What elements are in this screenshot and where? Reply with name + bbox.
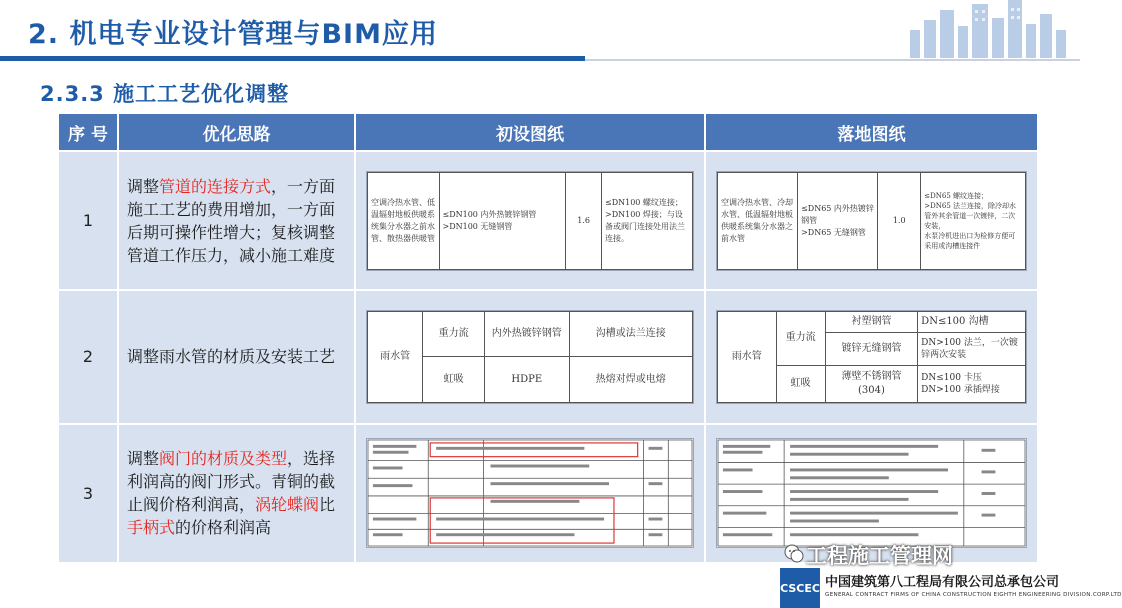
spec-cell: DN≤100 卡压 DN>100 承插焊接	[918, 365, 1026, 402]
spec-cell: 热熔对焊或电熔	[569, 357, 693, 403]
initial-drawing-cell	[355, 290, 705, 423]
spec-cell: DN>100 法兰，一次镀锌两次安装	[918, 333, 1026, 366]
header-idea: 优化思路	[118, 113, 355, 151]
table-row	[58, 151, 1038, 290]
header-initial: 初设图纸	[355, 113, 705, 151]
spec-cell: 内外热镀锌钢管	[485, 311, 570, 357]
initial-drawing-table	[366, 171, 694, 271]
spec-cell: 虹吸	[776, 365, 825, 402]
table-row	[58, 290, 1038, 423]
spec-cell: 镀锌无缝钢管	[825, 333, 917, 366]
row-idea: 调整雨水管的材质及安装工艺	[118, 290, 355, 423]
wechat-icon	[783, 543, 805, 565]
spec-cell: 薄壁不锈钢管(304)	[825, 365, 917, 402]
row-idea	[118, 151, 355, 290]
header-num: 序 号	[58, 113, 118, 151]
spec-cell: 雨水管	[718, 311, 777, 402]
idea-text: 调整	[127, 176, 160, 196]
idea-highlight: 阀门的材质及类型	[159, 449, 288, 469]
idea-text: ，选择利润高的阀门形式。青铜的截止阀价格利润高，	[127, 449, 336, 515]
idea-text: 调整	[127, 449, 160, 469]
idea-highlight: 管道的连接方式	[159, 176, 272, 196]
company-name-cn: 中国建筑第八工程局有限公司总承包公司	[825, 575, 1060, 590]
spec-cell: DN≤100 沟槽	[918, 311, 1026, 332]
spec-cell: HDPE	[485, 357, 570, 403]
spec-cell: 虹吸	[423, 357, 485, 403]
final-drawing-cell	[705, 290, 1038, 423]
initial-drawing-table	[366, 310, 694, 404]
idea-text: 比	[319, 495, 336, 515]
spec-cell: 重力流	[776, 311, 825, 365]
final-drawing-table	[716, 171, 1027, 271]
idea-text: ，一方面施工工艺的费用增加，一方面后期可操作性增大；复核调整管道工作压力，减小施工难度	[127, 176, 336, 265]
row-number: 1	[58, 151, 118, 290]
final-drawing-image	[716, 438, 1027, 548]
title-underline	[0, 56, 585, 61]
spec-cell: 1.6	[566, 172, 602, 269]
final-drawing-table	[716, 310, 1027, 404]
section-subtitle: 2.3.3 施工工艺优化调整	[40, 82, 290, 106]
spec-cell: ≤DN65 内外热镀锌钢管 >DN65 无缝钢管	[798, 172, 878, 269]
spec-cell: 空调冷热水管、冷却水管、低温辐射地板供暖系统集分水器之前水管	[718, 172, 798, 269]
title-rule	[585, 59, 1080, 61]
spec-cell: ≤DN65 螺纹连接； >DN65 法兰连接，除冷却水管外其余管道一次镀锌，二次安装， 水泵冷机进出口为检修方便可采用或沟槽连接件	[921, 172, 1026, 269]
table-header-row	[58, 113, 1038, 151]
spec-cell: 衬塑钢管	[825, 311, 917, 332]
spec-cell: 雨水管	[368, 311, 423, 402]
spec-cell: 1.0	[878, 172, 921, 269]
spec-cell: ≤DN100 螺纹连接； >DN100 焊接；与设备或阀门连接处用法兰连接。	[602, 172, 693, 269]
comparison-table	[57, 112, 1039, 564]
company-logo: CSCEC	[780, 568, 820, 608]
final-drawing-cell	[705, 151, 1038, 290]
spec-cell: 重力流	[423, 311, 485, 357]
initial-drawing-cell	[355, 151, 705, 290]
idea-highlight: 涡轮蝶阀	[255, 495, 320, 515]
spec-cell: ≤DN100 内外热镀锌钢管 >DN100 无缝钢管	[439, 172, 566, 269]
row-idea	[118, 424, 355, 563]
initial-drawing-image	[366, 438, 694, 548]
watermark-text: 工程施工管理网	[806, 544, 953, 568]
idea-highlight: 手柄式	[127, 518, 176, 538]
row-number: 2	[58, 290, 118, 423]
spec-cell: 沟槽或法兰连接	[569, 311, 693, 357]
row-number: 3	[58, 424, 118, 563]
header-final: 落地图纸	[705, 113, 1038, 151]
page-title: 2. 机电专业设计管理与BIM应用	[28, 19, 438, 50]
city-skyline-icon	[900, 0, 1080, 58]
initial-drawing-cell	[355, 424, 705, 563]
company-name-en: GENERAL CONTRACT FIRMS OF CHINA CONSTRUCTION EIGHTH ENGINEERING DIVISION.CORP.LTD	[825, 592, 1122, 598]
idea-text: 的价格利润高	[175, 518, 272, 538]
spec-cell: 空调冷热水管、低温辐射地板供暖系统集分水器之前水管、散热器供暖管	[368, 172, 440, 269]
